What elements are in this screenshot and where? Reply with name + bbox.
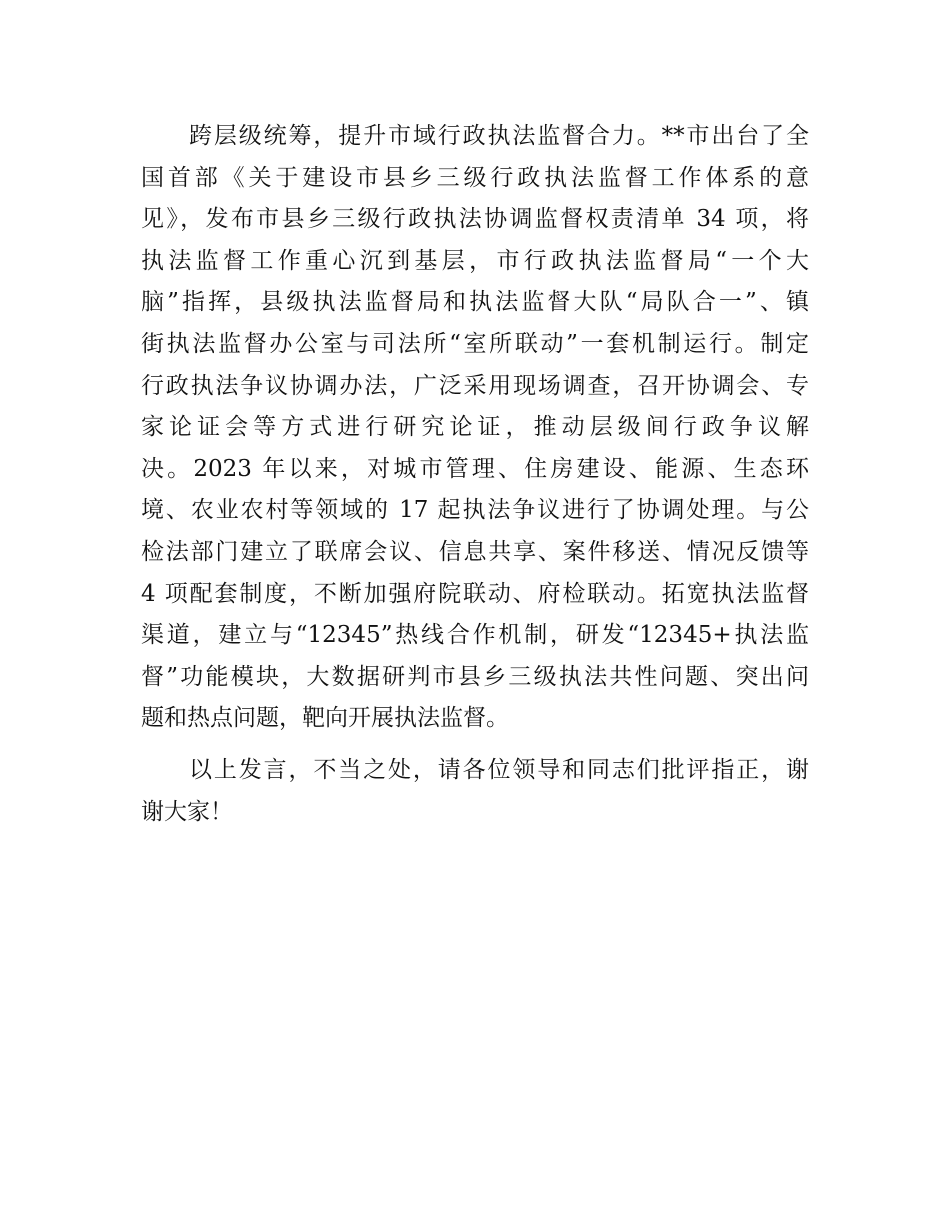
paragraph-line: 决。2023 年以来，对城市管理、住房建设、能源、生态环 [141,455,809,482]
paragraph-line: 督”功能模块，大数据研判市县乡三级执法共性问题、突出问 [141,663,809,690]
paragraph-line: 检法部门建立了联席会议、信息共享、案件移送、情况反馈等 [141,538,809,565]
paragraph-line: 以上发言，不当之处，请各位领导和同志们批评指正，谢 [189,756,809,783]
paragraph-line: 4 项配套制度，不断加强府院联动、府检联动。拓宽执法监督 [141,580,809,607]
paragraph-line: 题和热点问题，靶向开展执法监督。 [141,705,509,732]
paragraph-line: 街执法监督办公室与司法所“室所联动”一套机制运行。制定 [141,330,809,357]
paragraph-line: 境、农业农村等领域的 17 起执法争议进行了协调处理。与公 [141,497,809,524]
paragraph-line: 国首部《关于建设市县乡三级行政执法监督工作体系的意 [141,164,809,191]
paragraph-gap [141,740,809,750]
paragraph-line: 行政执法争议协调办法，广泛采用现场调查，召开协调会、专 [141,372,809,399]
paragraph-line: 执法监督工作重心沉到基层，市行政执法监督局“一个大 [141,247,809,274]
paragraph-1 [141,116,809,740]
paragraph-line: 谢大家！ [141,798,233,825]
paragraph-line: 脑”指挥，县级执法监督局和执法监督大队“局队合一”、镇 [141,289,809,316]
paragraph-line: 跨层级统筹，提升市域行政执法监督合力。**市出台了全 [189,123,809,149]
document-body [141,116,809,833]
paragraph-line: 渠道，建立与“12345”热线合作机制，研发“12345+执法监 [141,622,809,649]
paragraph-line: 见》，发布市县乡三级行政执法协调监督权责清单 34 项，将 [141,206,809,233]
paragraph-line: 家论证会等方式进行研究论证，推动层级间行政争议解 [141,414,809,441]
paragraph-2 [141,750,809,833]
